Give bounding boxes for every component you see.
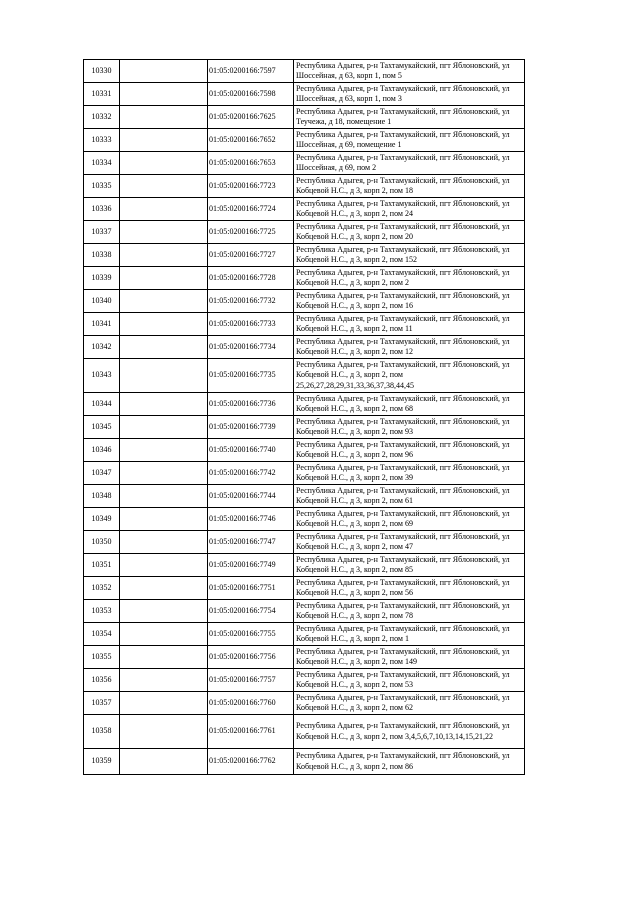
row-number-cell: 10359 <box>84 749 120 775</box>
empty-cell <box>120 600 208 623</box>
row-number-cell: 10336 <box>84 198 120 221</box>
cadastral-number-cell: 01:05:0200166:7727 <box>208 244 294 267</box>
cadastral-number-cell: 01:05:0200166:7735 <box>208 359 294 393</box>
table-row <box>84 439 525 462</box>
cadastral-number-cell: 01:05:0200166:7760 <box>208 692 294 715</box>
table-row <box>84 175 525 198</box>
cadastral-number-cell: 01:05:0200166:7742 <box>208 462 294 485</box>
row-number-cell: 10356 <box>84 669 120 692</box>
table-row <box>84 152 525 175</box>
cadastral-number-cell: 01:05:0200166:7597 <box>208 60 294 83</box>
table-row <box>84 393 525 416</box>
cadastral-number-cell: 01:05:0200166:7736 <box>208 393 294 416</box>
empty-cell <box>120 669 208 692</box>
empty-cell <box>120 439 208 462</box>
address-cell: Республика Адыгея, р-н Тахтамукайский, пгт Яблоновский, ул Кобцевой Н.С., д 3, корп 2, пом 1 <box>294 623 525 646</box>
table-row <box>84 692 525 715</box>
cadastral-number-cell: 01:05:0200166:7740 <box>208 439 294 462</box>
empty-cell <box>120 336 208 359</box>
registry-table <box>83 59 525 775</box>
empty-cell <box>120 623 208 646</box>
empty-cell <box>120 485 208 508</box>
row-number-cell: 10350 <box>84 531 120 554</box>
address-cell: Республика Адыгея, р-н Тахтамукайский, пгт Яблоновский, ул Кобцевой Н.С., д 3, корп 2, пом 149 <box>294 646 525 669</box>
table-row <box>84 290 525 313</box>
empty-cell <box>120 554 208 577</box>
cadastral-number-cell: 01:05:0200166:7739 <box>208 416 294 439</box>
empty-cell <box>120 715 208 749</box>
table-row <box>84 600 525 623</box>
table-row <box>84 313 525 336</box>
address-cell: Республика Адыгея, р-н Тахтамукайский, пгт Яблоновский, ул Кобцевой Н.С., д 3, корп 2, пом 85 <box>294 554 525 577</box>
empty-cell <box>120 152 208 175</box>
row-number-cell: 10331 <box>84 83 120 106</box>
address-cell: Республика Адыгея, р-н Тахтамукайский, пгт Яблоновский, ул Кобцевой Н.С., д 3, корп 2, пом 11 <box>294 313 525 336</box>
empty-cell <box>120 129 208 152</box>
empty-cell <box>120 577 208 600</box>
empty-cell <box>120 221 208 244</box>
cadastral-number-cell: 01:05:0200166:7724 <box>208 198 294 221</box>
row-number-cell: 10340 <box>84 290 120 313</box>
empty-cell <box>120 267 208 290</box>
row-number-cell: 10349 <box>84 508 120 531</box>
table-row <box>84 83 525 106</box>
empty-cell <box>120 175 208 198</box>
table-row <box>84 508 525 531</box>
address-cell: Республика Адыгея, р-н Тахтамукайский, пгт Яблоновский, ул Кобцевой Н.С., д 3, корп 2, пом 47 <box>294 531 525 554</box>
empty-cell <box>120 60 208 83</box>
empty-cell <box>120 416 208 439</box>
empty-cell <box>120 290 208 313</box>
empty-cell <box>120 531 208 554</box>
address-cell: Республика Адыгея, р-н Тахтамукайский, пгт Яблоновский, ул Кобцевой Н.С., д 3, корп 2, пом 68 <box>294 393 525 416</box>
empty-cell <box>120 313 208 336</box>
address-cell: Республика Адыгея, р-н Тахтамукайский, пгт Яблоновский, ул Кобцевой Н.С., д 3, корп 2, пом 24 <box>294 198 525 221</box>
table-row <box>84 106 525 129</box>
table-row <box>84 669 525 692</box>
table-row <box>84 531 525 554</box>
cadastral-number-cell: 01:05:0200166:7749 <box>208 554 294 577</box>
table-row <box>84 554 525 577</box>
row-number-cell: 10354 <box>84 623 120 646</box>
row-number-cell: 10355 <box>84 646 120 669</box>
table-row <box>84 359 525 393</box>
registry-table-body <box>84 60 525 775</box>
cadastral-number-cell: 01:05:0200166:7734 <box>208 336 294 359</box>
table-row <box>84 336 525 359</box>
empty-cell <box>120 462 208 485</box>
address-cell: Республика Адыгея, р-н Тахтамукайский, пгт Яблоновский, ул Кобцевой Н.С., д 3, корп 2, пом 16 <box>294 290 525 313</box>
cadastral-number-cell: 01:05:0200166:7755 <box>208 623 294 646</box>
table-row <box>84 267 525 290</box>
address-cell: Республика Адыгея, р-н Тахтамукайский, пгт Яблоновский, ул Кобцевой Н.С., д 3, корп 2, пом 25,26,27,28,29,31,33,36,37,38,44,45 <box>294 359 525 393</box>
table-row <box>84 749 525 775</box>
cadastral-number-cell: 01:05:0200166:7747 <box>208 531 294 554</box>
row-number-cell: 10330 <box>84 60 120 83</box>
cadastral-number-cell: 01:05:0200166:7762 <box>208 749 294 775</box>
empty-cell <box>120 198 208 221</box>
address-cell: Республика Адыгея, р-н Тахтамукайский, пгт Яблоновский, ул Кобцевой Н.С., д 3, корп 2, пом 2 <box>294 267 525 290</box>
address-cell: Республика Адыгея, р-н Тахтамукайский, пгт Яблоновский, ул Кобцевой Н.С., д 3, корп 2, пом 69 <box>294 508 525 531</box>
address-cell: Республика Адыгея, р-н Тахтамукайский, пгт Яблоновский, ул Кобцевой Н.С., д 3, корп 2, пом 86 <box>294 749 525 775</box>
cadastral-number-cell: 01:05:0200166:7757 <box>208 669 294 692</box>
table-row <box>84 462 525 485</box>
cadastral-number-cell: 01:05:0200166:7723 <box>208 175 294 198</box>
cadastral-number-cell: 01:05:0200166:7732 <box>208 290 294 313</box>
table-row <box>84 129 525 152</box>
empty-cell <box>120 106 208 129</box>
empty-cell <box>120 83 208 106</box>
table-row <box>84 577 525 600</box>
cadastral-number-cell: 01:05:0200166:7598 <box>208 83 294 106</box>
table-row <box>84 715 525 749</box>
cadastral-number-cell: 01:05:0200166:7725 <box>208 221 294 244</box>
address-cell: Республика Адыгея, р-н Тахтамукайский, пгт Яблоновский, ул Кобцевой Н.С., д 3, корп 2, пом 12 <box>294 336 525 359</box>
row-number-cell: 10358 <box>84 715 120 749</box>
cadastral-number-cell: 01:05:0200166:7756 <box>208 646 294 669</box>
empty-cell <box>120 508 208 531</box>
address-cell: Республика Адыгея, р-н Тахтамукайский, пгт Яблоновский, ул Кобцевой Н.С., д 3, корп 2, пом 39 <box>294 462 525 485</box>
row-number-cell: 10351 <box>84 554 120 577</box>
cadastral-number-cell: 01:05:0200166:7728 <box>208 267 294 290</box>
address-cell: Республика Адыгея, р-н Тахтамукайский, пгт Яблоновский, ул Шоссейная, д 63, корп 1, пом 3 <box>294 83 525 106</box>
cadastral-number-cell: 01:05:0200166:7751 <box>208 577 294 600</box>
address-cell: Республика Адыгея, р-н Тахтамукайский, пгт Яблоновский, ул Шоссейная, д 69, пом 2 <box>294 152 525 175</box>
address-cell: Республика Адыгея, р-н Тахтамукайский, пгт Яблоновский, ул Кобцевой Н.С., д 3, корп 2, пом 56 <box>294 577 525 600</box>
row-number-cell: 10342 <box>84 336 120 359</box>
cadastral-number-cell: 01:05:0200166:7754 <box>208 600 294 623</box>
table-row <box>84 221 525 244</box>
address-cell: Республика Адыгея, р-н Тахтамукайский, пгт Яблоновский, ул Кобцевой Н.С., д 3, корп 2, пом 61 <box>294 485 525 508</box>
table-row <box>84 198 525 221</box>
row-number-cell: 10347 <box>84 462 120 485</box>
address-cell: Республика Адыгея, р-н Тахтамукайский, пгт Яблоновский, ул Кобцевой Н.С., д 3, корп 2, пом 78 <box>294 600 525 623</box>
address-cell: Республика Адыгея, р-н Тахтамукайский, пгт Яблоновский, ул Кобцевой Н.С., д 3, корп 2, пом 18 <box>294 175 525 198</box>
row-number-cell: 10353 <box>84 600 120 623</box>
row-number-cell: 10357 <box>84 692 120 715</box>
row-number-cell: 10348 <box>84 485 120 508</box>
row-number-cell: 10337 <box>84 221 120 244</box>
row-number-cell: 10344 <box>84 393 120 416</box>
row-number-cell: 10335 <box>84 175 120 198</box>
empty-cell <box>120 393 208 416</box>
row-number-cell: 10333 <box>84 129 120 152</box>
cadastral-number-cell: 01:05:0200166:7652 <box>208 129 294 152</box>
address-cell: Республика Адыгея, р-н Тахтамукайский, пгт Яблоновский, ул Кобцевой Н.С., д 3, корп 2, пом 53 <box>294 669 525 692</box>
cadastral-number-cell: 01:05:0200166:7744 <box>208 485 294 508</box>
table-row <box>84 646 525 669</box>
address-cell: Республика Адыгея, р-н Тахтамукайский, пгт Яблоновский, ул Кобцевой Н.С., д 3, корп 2, пом 152 <box>294 244 525 267</box>
row-number-cell: 10339 <box>84 267 120 290</box>
table-row <box>84 485 525 508</box>
row-number-cell: 10341 <box>84 313 120 336</box>
table-row <box>84 623 525 646</box>
row-number-cell: 10334 <box>84 152 120 175</box>
row-number-cell: 10343 <box>84 359 120 393</box>
cadastral-number-cell: 01:05:0200166:7746 <box>208 508 294 531</box>
empty-cell <box>120 692 208 715</box>
cadastral-number-cell: 01:05:0200166:7733 <box>208 313 294 336</box>
cadastral-number-cell: 01:05:0200166:7653 <box>208 152 294 175</box>
row-number-cell: 10346 <box>84 439 120 462</box>
table-row <box>84 416 525 439</box>
address-cell: Республика Адыгея, р-н Тахтамукайский, пгт Яблоновский, ул Кобцевой Н.С., д 3, корп 2, пом 96 <box>294 439 525 462</box>
row-number-cell: 10352 <box>84 577 120 600</box>
empty-cell <box>120 244 208 267</box>
address-cell: Республика Адыгея, р-н Тахтамукайский, пгт Яблоновский, ул Кобцевой Н.С., д 3, корп 2, пом 20 <box>294 221 525 244</box>
row-number-cell: 10345 <box>84 416 120 439</box>
row-number-cell: 10332 <box>84 106 120 129</box>
address-cell: Республика Адыгея, р-н Тахтамукайский, пгт Яблоновский, ул Теучежа, д 18, помещение 1 <box>294 106 525 129</box>
address-cell: Республика Адыгея, р-н Тахтамукайский, пгт Яблоновский, ул Кобцевой Н.С., д 3, корп 2, пом 62 <box>294 692 525 715</box>
empty-cell <box>120 749 208 775</box>
row-number-cell: 10338 <box>84 244 120 267</box>
empty-cell <box>120 359 208 393</box>
cadastral-number-cell: 01:05:0200166:7625 <box>208 106 294 129</box>
empty-cell <box>120 646 208 669</box>
address-cell: Республика Адыгея, р-н Тахтамукайский, пгт Яблоновский, ул Кобцевой Н.С., д 3, корп 2, пом 93 <box>294 416 525 439</box>
table-row <box>84 244 525 267</box>
address-cell: Республика Адыгея, р-н Тахтамукайский, пгт Яблоновский, ул Шоссейная, д 63, корп 1, пом 5 <box>294 60 525 83</box>
cadastral-number-cell: 01:05:0200166:7761 <box>208 715 294 749</box>
table-row <box>84 60 525 83</box>
address-cell: Республика Адыгея, р-н Тахтамукайский, пгт Яблоновский, ул Кобцевой Н.С., д 3, корп 2, пом 3,4,5,6,7,10,13,14,15,21,22 <box>294 715 525 749</box>
address-cell: Республика Адыгея, р-н Тахтамукайский, пгт Яблоновский, ул Шоссейная, д 69, помещение 1 <box>294 129 525 152</box>
